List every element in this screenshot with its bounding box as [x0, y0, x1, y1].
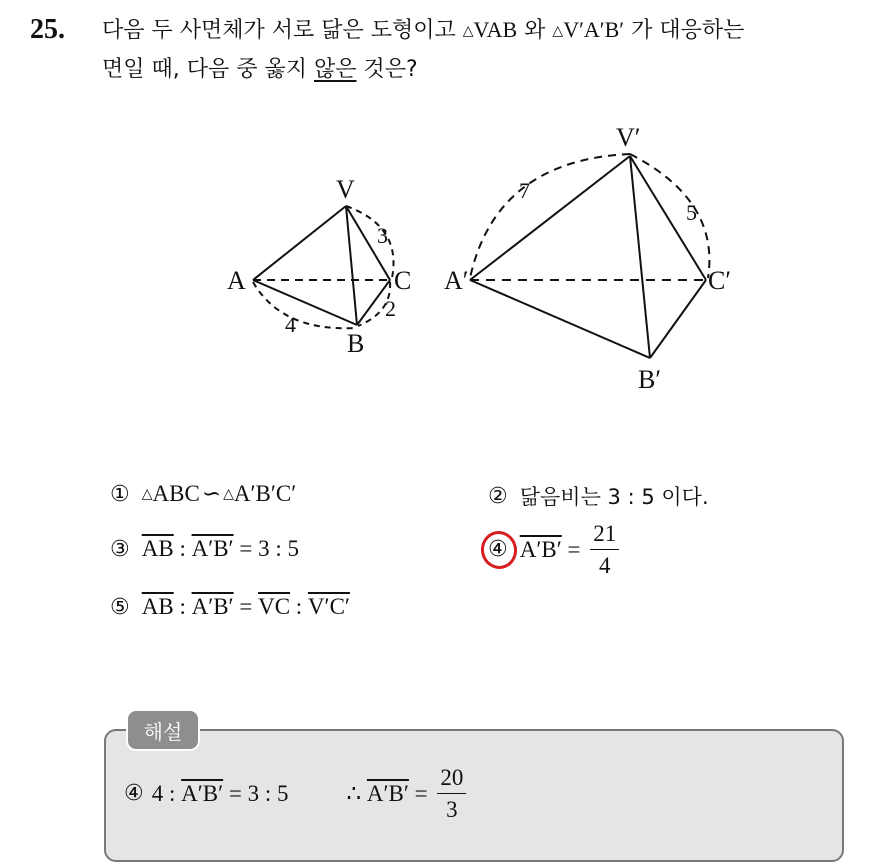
- operator: =: [233, 594, 259, 619]
- choice-number: ④: [488, 537, 508, 562]
- choice-number: ③: [110, 536, 130, 562]
- label-C: C: [394, 266, 412, 295]
- fraction: [437, 766, 466, 821]
- triangle-symbol-icon: △: [462, 23, 474, 39]
- segment: $\overline{VC}$: [258, 594, 291, 619]
- edge-B'C': [650, 280, 706, 358]
- label-C-prime: C′: [708, 266, 732, 295]
- segment: A′B′: [191, 594, 234, 619]
- choice-2[interactable]: [488, 481, 709, 511]
- choice-number: ①: [110, 481, 130, 507]
- choice-text: 닮음비는 3 : 5 이다.: [519, 485, 709, 509]
- label-A: A: [227, 266, 246, 295]
- label-V-prime: V′: [616, 123, 641, 152]
- edge-label-3: 3: [377, 223, 388, 248]
- segment: A′B′: [366, 780, 409, 806]
- triangle-symbol-icon: △: [223, 486, 234, 502]
- choice-5[interactable]: [110, 594, 350, 620]
- operator: =: [408, 780, 434, 806]
- fraction-denominator: 3: [446, 797, 458, 822]
- arc-V'C': [630, 154, 709, 278]
- ratio-text: = 3 : 5: [223, 780, 289, 806]
- edge-VB: [346, 206, 357, 325]
- label-B: B: [347, 329, 365, 358]
- large-tetrahedron: [470, 154, 709, 358]
- edge-label-5: 5: [686, 200, 697, 225]
- edge-A'B': [470, 280, 650, 358]
- underlined-word: 않은: [313, 57, 357, 82]
- triangle-name: V′A′B′: [563, 17, 625, 42]
- segment: V′C′: [307, 594, 350, 619]
- therefore-symbol-icon: ∴: [346, 780, 367, 806]
- triangle-name: ABC: [152, 481, 200, 506]
- operator: =: [561, 536, 587, 562]
- fraction-numerator: 20: [437, 766, 466, 794]
- segment: A′B′: [191, 536, 234, 561]
- label-V: V: [336, 175, 355, 204]
- question-text-part: 것은?: [356, 57, 418, 82]
- question-text-part: 와: [517, 18, 553, 43]
- choice-number: ⑤: [110, 594, 130, 620]
- triangle-name: A′B′C′: [233, 481, 297, 506]
- solution-number: ④: [124, 781, 144, 806]
- edge-VA: [253, 206, 346, 280]
- edge-label-2: 2: [385, 296, 396, 321]
- fraction-denominator: 4: [598, 553, 611, 578]
- fraction-numerator: 21: [590, 522, 619, 550]
- solution-tag: 해설: [128, 711, 198, 749]
- segment: A′B′: [519, 536, 562, 562]
- solution-part: 4 :: [151, 780, 182, 806]
- triangle-name: VAB: [473, 17, 518, 42]
- operator: :: [173, 536, 192, 561]
- ratio-text: = 3 : 5: [233, 536, 299, 561]
- small-tetrahedron: [253, 206, 394, 328]
- segment: $\overline{AB}$: [141, 594, 174, 619]
- question-text-part: 면일 때, 다음 중 옳지: [102, 57, 314, 82]
- question-text-part: 가 대응하는: [624, 18, 745, 43]
- segment: A′B′: [181, 780, 224, 806]
- label-A-prime: A′: [444, 266, 469, 295]
- choice-1[interactable]: [110, 481, 296, 507]
- fraction: [590, 522, 619, 577]
- edge-label-4: 4: [285, 312, 296, 337]
- operator: :: [290, 594, 308, 619]
- question-number: 25.: [30, 14, 65, 45]
- choice-3[interactable]: [110, 536, 299, 562]
- similar-symbol-icon: ∽: [201, 481, 222, 506]
- choice-number: ②: [488, 483, 508, 509]
- triangle-symbol-icon: △: [552, 23, 564, 39]
- operator: :: [173, 594, 192, 619]
- edge-label-7: 7: [519, 178, 530, 203]
- segment: $\overline{AB}$: [141, 536, 174, 561]
- label-B-prime: B′: [638, 365, 662, 394]
- edge-V'B': [630, 156, 650, 358]
- arc-V'A': [470, 154, 630, 278]
- arc-AB: [253, 282, 356, 328]
- triangle-symbol-icon: △: [141, 486, 153, 502]
- solution-text: [124, 766, 470, 821]
- question-text-part: 다음 두 사면체가 서로 닮은 도형이고: [102, 18, 463, 43]
